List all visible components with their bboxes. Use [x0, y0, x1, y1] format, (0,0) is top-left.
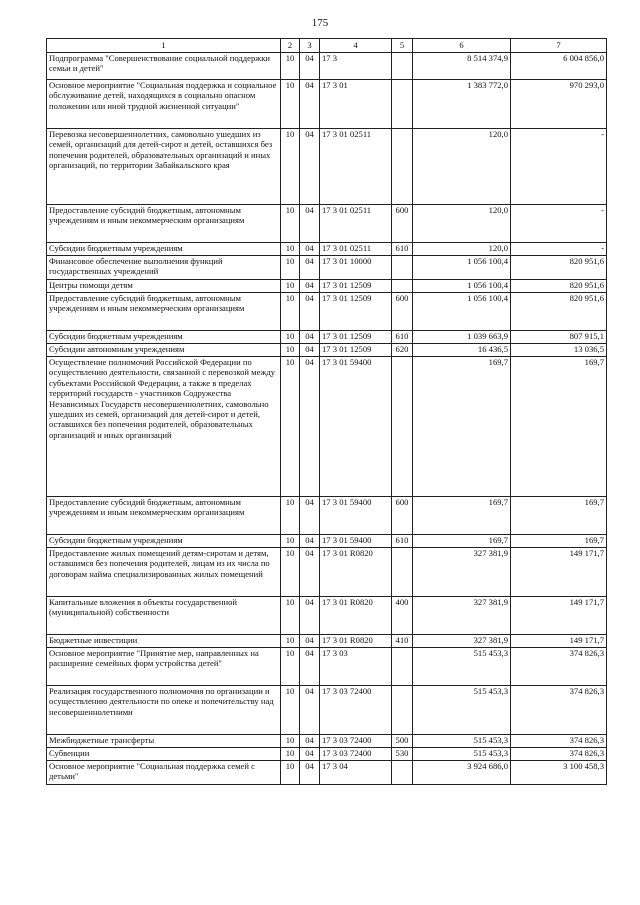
row-amount-2-cell: 169,7	[511, 497, 607, 535]
budget-table-body	[47, 53, 607, 785]
row-subsection-cell: 04	[300, 344, 320, 357]
row-amount-2-cell: 13 036,5	[511, 344, 607, 357]
table-row	[47, 686, 607, 735]
row-subsection-cell: 04	[300, 686, 320, 735]
row-amount-1-cell: 327 381,9	[413, 548, 511, 597]
table-row	[47, 497, 607, 535]
row-name-cell: Основное мероприятие "Принятие мер, направленных на расширение семейных форм устройства детей"	[47, 648, 281, 686]
row-name-cell: Финансовое обеспечение выполнения функций государственных учреждений	[47, 256, 281, 280]
row-target-code-cell: 17 3 01 10000	[320, 256, 392, 280]
row-expense-type-cell	[392, 548, 413, 597]
row-target-code-cell: 17 3 01 02511	[320, 243, 392, 256]
row-amount-2-cell: 374 826,3	[511, 686, 607, 735]
table-row	[47, 293, 607, 331]
row-subsection-cell: 04	[300, 80, 320, 129]
row-subsection-cell: 04	[300, 129, 320, 205]
table-row	[47, 761, 607, 785]
row-name-cell: Предоставление субсидий бюджетным, автономным учреждениям и иным некоммерческим организациям	[47, 293, 281, 331]
table-row	[47, 357, 607, 497]
row-expense-type-cell	[392, 129, 413, 205]
row-name-cell: Предоставление жилых помещений детям-сиротам и детям, оставшимся без попечения родителей, лицам из их числа по договорам найма специализированных жилых помещений	[47, 548, 281, 597]
row-expense-type-cell	[392, 53, 413, 80]
header-cell: 1	[47, 39, 281, 53]
row-subsection-cell: 04	[300, 597, 320, 635]
row-subsection-cell: 04	[300, 648, 320, 686]
row-name-cell: Центры помощи детям	[47, 280, 281, 293]
row-amount-2-cell: 149 171,7	[511, 635, 607, 648]
row-amount-1-cell: 515 453,3	[413, 735, 511, 748]
row-section-cell: 10	[281, 344, 300, 357]
table-row	[47, 635, 607, 648]
row-section-cell: 10	[281, 280, 300, 293]
row-target-code-cell: 17 3 01 12509	[320, 344, 392, 357]
row-target-code-cell: 17 3 01 02511	[320, 129, 392, 205]
row-subsection-cell: 04	[300, 548, 320, 597]
row-expense-type-cell	[392, 280, 413, 293]
row-subsection-cell: 04	[300, 635, 320, 648]
row-amount-2-cell: 970 293,0	[511, 80, 607, 129]
row-name-cell: Основное мероприятие "Социальная поддержка и социальное обслуживание детей, находящихся в социально опасном положении или иной трудной жизненной ситуации"	[47, 80, 281, 129]
row-name-cell: Субсидии автономным учреждениям	[47, 344, 281, 357]
row-section-cell: 10	[281, 331, 300, 344]
row-name-cell: Субсидии бюджетным учреждениям	[47, 331, 281, 344]
row-amount-2-cell: 149 171,7	[511, 597, 607, 635]
row-name-cell: Межбюджетные трансферты	[47, 735, 281, 748]
row-subsection-cell: 04	[300, 53, 320, 80]
row-section-cell: 10	[281, 735, 300, 748]
table-row	[47, 129, 607, 205]
table-row	[47, 53, 607, 80]
row-name-cell: Перевозка несовершеннолетних, самовольно ушедших из семей, организаций для детей-сирот и детей, оставшихся без попечения родителей, образовательных организаций и иных организаций, по территории Забайкальского края	[47, 129, 281, 205]
row-amount-1-cell: 1 056 100,4	[413, 280, 511, 293]
header-cell: 4	[320, 39, 392, 53]
row-name-cell: Капитальные вложения в объекты государственной (муниципальной) собственности	[47, 597, 281, 635]
row-name-cell: Основное мероприятие "Социальная поддержка семей с детьми"	[47, 761, 281, 785]
row-expense-type-cell: 530	[392, 748, 413, 761]
row-name-cell: Реализация государственного полномочия по организации и осуществлению деятельности по опеке и попечительству над несовершеннолетними	[47, 686, 281, 735]
row-name-cell: Субсидии бюджетным учреждениям	[47, 535, 281, 548]
budget-table	[46, 38, 607, 785]
row-name-cell: Субсидии бюджетным учреждениям	[47, 243, 281, 256]
table-row	[47, 256, 607, 280]
row-target-code-cell: 17 3 01 59400	[320, 497, 392, 535]
row-name-cell: Осуществление полномочий Российской Федерации по осуществлению деятельности, связанной с перевозкой между субъектами Российской Федерации, а также в пределах территорий государств - участников Содружества Независимых Государств несовершеннолетних, самовольно ушедших из семей, организаций для детей-сирот и детей, оставшихся без попечения родителей, образовательных организаций и иных организаций	[47, 357, 281, 497]
row-amount-2-cell: 169,7	[511, 535, 607, 548]
row-target-code-cell: 17 3 01 R0820	[320, 548, 392, 597]
row-expense-type-cell	[392, 648, 413, 686]
row-amount-2-cell: -	[511, 205, 607, 243]
header-cell: 5	[392, 39, 413, 53]
table-row	[47, 243, 607, 256]
row-amount-1-cell: 120,0	[413, 243, 511, 256]
row-subsection-cell: 04	[300, 748, 320, 761]
row-subsection-cell: 04	[300, 535, 320, 548]
row-section-cell: 10	[281, 497, 300, 535]
row-amount-1-cell: 169,7	[413, 497, 511, 535]
row-amount-2-cell: 6 004 856,0	[511, 53, 607, 80]
row-target-code-cell: 17 3 03 72400	[320, 686, 392, 735]
row-expense-type-cell	[392, 686, 413, 735]
header-cell: 6	[413, 39, 511, 53]
row-name-cell: Предоставление субсидий бюджетным, автономным учреждениям и иным некоммерческим организациям	[47, 205, 281, 243]
row-amount-1-cell: 515 453,3	[413, 648, 511, 686]
row-expense-type-cell: 400	[392, 597, 413, 635]
row-amount-2-cell: -	[511, 129, 607, 205]
row-section-cell: 10	[281, 648, 300, 686]
row-amount-1-cell: 120,0	[413, 205, 511, 243]
row-amount-1-cell: 169,7	[413, 357, 511, 497]
row-expense-type-cell: 600	[392, 205, 413, 243]
row-target-code-cell: 17 3 03 72400	[320, 748, 392, 761]
row-subsection-cell: 04	[300, 735, 320, 748]
row-amount-2-cell: 820 951,6	[511, 293, 607, 331]
row-section-cell: 10	[281, 256, 300, 280]
row-subsection-cell: 04	[300, 357, 320, 497]
row-target-code-cell: 17 3 01 R0820	[320, 635, 392, 648]
row-section-cell: 10	[281, 761, 300, 785]
row-subsection-cell: 04	[300, 497, 320, 535]
row-amount-1-cell: 1 383 772,0	[413, 80, 511, 129]
row-target-code-cell: 17 3 01 02511	[320, 205, 392, 243]
row-expense-type-cell: 500	[392, 735, 413, 748]
row-amount-1-cell: 327 381,9	[413, 635, 511, 648]
row-amount-2-cell: 3 100 458,3	[511, 761, 607, 785]
row-subsection-cell: 04	[300, 331, 320, 344]
row-section-cell: 10	[281, 80, 300, 129]
row-expense-type-cell	[392, 80, 413, 129]
page-number: 175	[311, 17, 329, 29]
table-row	[47, 548, 607, 597]
row-amount-2-cell: 149 171,7	[511, 548, 607, 597]
row-expense-type-cell: 600	[392, 293, 413, 331]
row-target-code-cell: 17 3 01	[320, 80, 392, 129]
row-target-code-cell: 17 3 01 12509	[320, 293, 392, 331]
row-amount-1-cell: 515 453,3	[413, 748, 511, 761]
row-expense-type-cell: 600	[392, 497, 413, 535]
table-row	[47, 331, 607, 344]
row-amount-2-cell: 820 951,6	[511, 256, 607, 280]
row-name-cell: Бюджетные инвестиции	[47, 635, 281, 648]
row-target-code-cell: 17 3 01 59400	[320, 535, 392, 548]
row-target-code-cell: 17 3 01 12509	[320, 280, 392, 293]
row-amount-2-cell: 374 826,3	[511, 748, 607, 761]
row-expense-type-cell: 410	[392, 635, 413, 648]
row-amount-1-cell: 16 436,5	[413, 344, 511, 357]
row-target-code-cell: 17 3 03 72400	[320, 735, 392, 748]
row-expense-type-cell	[392, 357, 413, 497]
table-row	[47, 597, 607, 635]
row-subsection-cell: 04	[300, 205, 320, 243]
row-amount-1-cell: 515 453,3	[413, 686, 511, 735]
row-section-cell: 10	[281, 129, 300, 205]
header-cell: 3	[300, 39, 320, 53]
row-section-cell: 10	[281, 535, 300, 548]
row-subsection-cell: 04	[300, 761, 320, 785]
header-cell: 7	[511, 39, 607, 53]
table-row	[47, 205, 607, 243]
table-row	[47, 344, 607, 357]
header-cell: 2	[281, 39, 300, 53]
header-row	[47, 39, 607, 53]
row-amount-1-cell: 1 056 100,4	[413, 256, 511, 280]
row-section-cell: 10	[281, 635, 300, 648]
row-name-cell: Подпрограмма "Совершенствование социальной поддержки семьи и детей"	[47, 53, 281, 80]
row-target-code-cell: 17 3 01 12509	[320, 331, 392, 344]
row-amount-1-cell: 327 381,9	[413, 597, 511, 635]
row-name-cell: Предоставление субсидий бюджетным, автономным учреждениям и иным некоммерческим организациям	[47, 497, 281, 535]
row-section-cell: 10	[281, 205, 300, 243]
row-section-cell: 10	[281, 686, 300, 735]
row-amount-2-cell: 807 915,1	[511, 331, 607, 344]
row-amount-1-cell: 169,7	[413, 535, 511, 548]
row-expense-type-cell: 610	[392, 243, 413, 256]
table-row	[47, 80, 607, 129]
row-target-code-cell: 17 3	[320, 53, 392, 80]
row-subsection-cell: 04	[300, 293, 320, 331]
row-amount-1-cell: 1 039 663,9	[413, 331, 511, 344]
table-row	[47, 735, 607, 748]
row-amount-1-cell: 8 514 374,9	[413, 53, 511, 80]
row-expense-type-cell: 610	[392, 331, 413, 344]
row-target-code-cell: 17 3 01 59400	[320, 357, 392, 497]
row-expense-type-cell	[392, 256, 413, 280]
table-row	[47, 648, 607, 686]
row-amount-2-cell: 820 951,6	[511, 280, 607, 293]
row-section-cell: 10	[281, 597, 300, 635]
row-section-cell: 10	[281, 548, 300, 597]
row-amount-1-cell: 1 056 100,4	[413, 293, 511, 331]
table-row	[47, 748, 607, 761]
row-amount-1-cell: 120,0	[413, 129, 511, 205]
row-subsection-cell: 04	[300, 256, 320, 280]
row-subsection-cell: 04	[300, 280, 320, 293]
row-target-code-cell: 17 3 03	[320, 648, 392, 686]
table-row	[47, 280, 607, 293]
row-amount-1-cell: 3 924 686,0	[413, 761, 511, 785]
row-amount-2-cell: 169,7	[511, 357, 607, 497]
row-section-cell: 10	[281, 53, 300, 80]
row-amount-2-cell: -	[511, 243, 607, 256]
row-target-code-cell: 17 3 04	[320, 761, 392, 785]
row-section-cell: 10	[281, 243, 300, 256]
row-expense-type-cell: 610	[392, 535, 413, 548]
row-subsection-cell: 04	[300, 243, 320, 256]
row-target-code-cell: 17 3 01 R0820	[320, 597, 392, 635]
row-amount-2-cell: 374 826,3	[511, 648, 607, 686]
row-name-cell: Субвенции	[47, 748, 281, 761]
row-section-cell: 10	[281, 357, 300, 497]
row-section-cell: 10	[281, 748, 300, 761]
row-expense-type-cell: 620	[392, 344, 413, 357]
row-expense-type-cell	[392, 761, 413, 785]
row-section-cell: 10	[281, 293, 300, 331]
row-amount-2-cell: 374 826,3	[511, 735, 607, 748]
table-row	[47, 535, 607, 548]
